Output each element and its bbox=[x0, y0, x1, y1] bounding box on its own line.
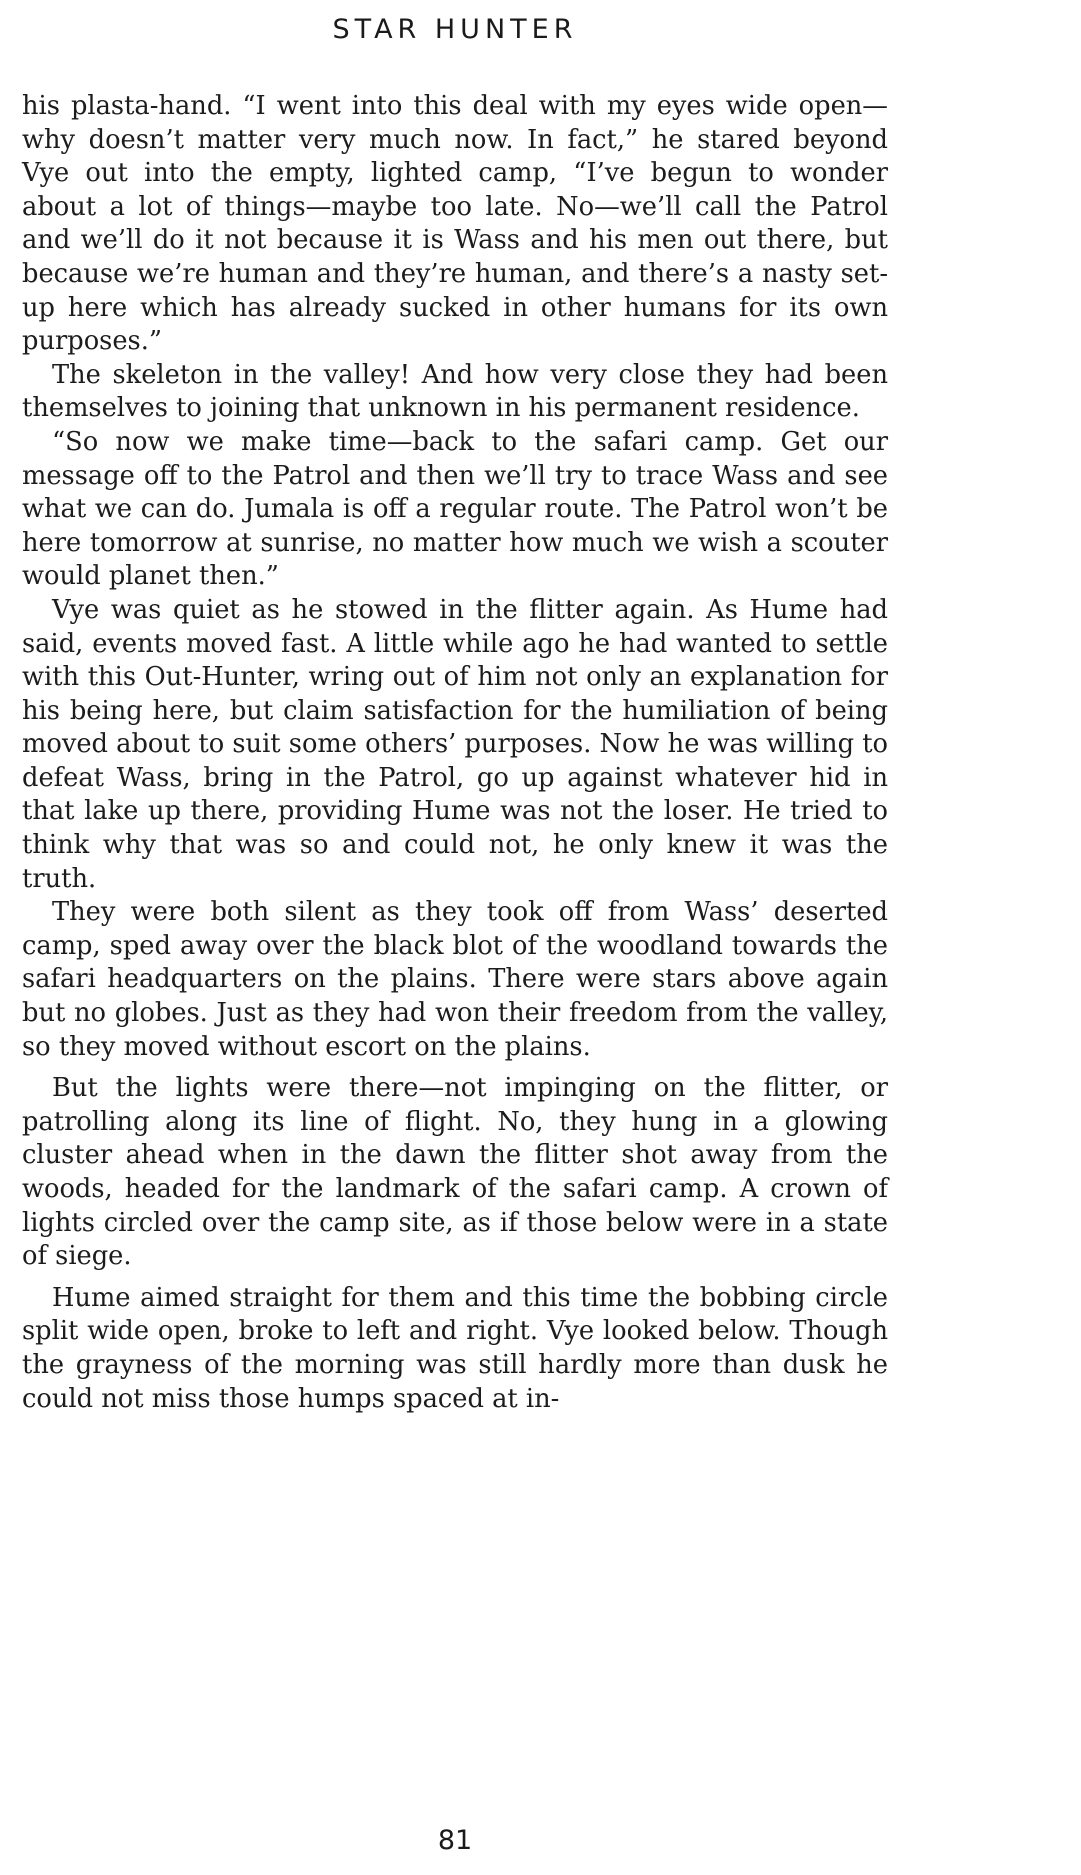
paragraph: “So now we make time—back to the safari camp. Get our message off to the Patrol and then we’ll try to trace Wass and see what we can do. Jumala is off a regular route. The Patrol won’t be here tomorrow at sunrise, no matter how much we wish a scouter would planet then.” bbox=[22, 426, 888, 592]
running-title: STAR HUNTER bbox=[332, 14, 578, 45]
paragraph: But the lights were there—not impinging on the flitter, or patrolling along its line of flight. No, they hung in a glowing cluster ahead when in the dawn the flitter shot away from the woods, headed for the landmark of the safari camp. A crown of lights circled over the camp site, as if those below were in a state of siege. bbox=[22, 1073, 888, 1272]
paragraph: Hume aimed straight for them and this time the bobbing circle split wide open, broke to left and right. Vye looked below. Though the grayness of the morning was still hardly more than dusk he could not miss those humps spaced at in- bbox=[22, 1282, 888, 1414]
paragraph: The skeleton in the valley! And how very close they had been themselves to joining that unknown in his permanent residence. bbox=[22, 359, 888, 424]
page-number: 81 bbox=[437, 1825, 473, 1856]
paragraph: They were both silent as they took off from Wass’ deserted camp, sped away over the black blot of the woodland towards the safari headquarters on the plains. There were stars above again but no globes. Just as they had won their freedom from the valley, so they moved without escort on the plains. bbox=[22, 897, 888, 1062]
body-text bbox=[22, 90, 888, 1416]
paragraph: Vye was quiet as he stowed in the flitter again. As Hume had said, events moved fast. A little while ago he had wanted to settle with this Out-Hunter, wring out of him not only an explanation for his being here, but claim satisfaction for the humiliation of being moved about to suit some others’ purposes. Now he was willing to defeat Wass, bring in the Patrol, go up against whatever hid in that lake up there, providing Hume was not the loser. He tried to think why that was so and could not, he only knew it was the truth. bbox=[22, 594, 888, 894]
paragraph: his plasta-hand. “I went into this deal with my eyes wide open—why doesn’t matter very much now. In fact,” he stared beyond Vye out into the empty, lighted camp, “I’ve begun to wonder about a lot of things—maybe too late. No—we’ll call the Patrol and we’ll do it not because it is Wass and his men out there, but because we’re human and they’re human, and there’s a nasty set-up here which has already sucked in other humans for its own purposes.” bbox=[22, 91, 888, 357]
